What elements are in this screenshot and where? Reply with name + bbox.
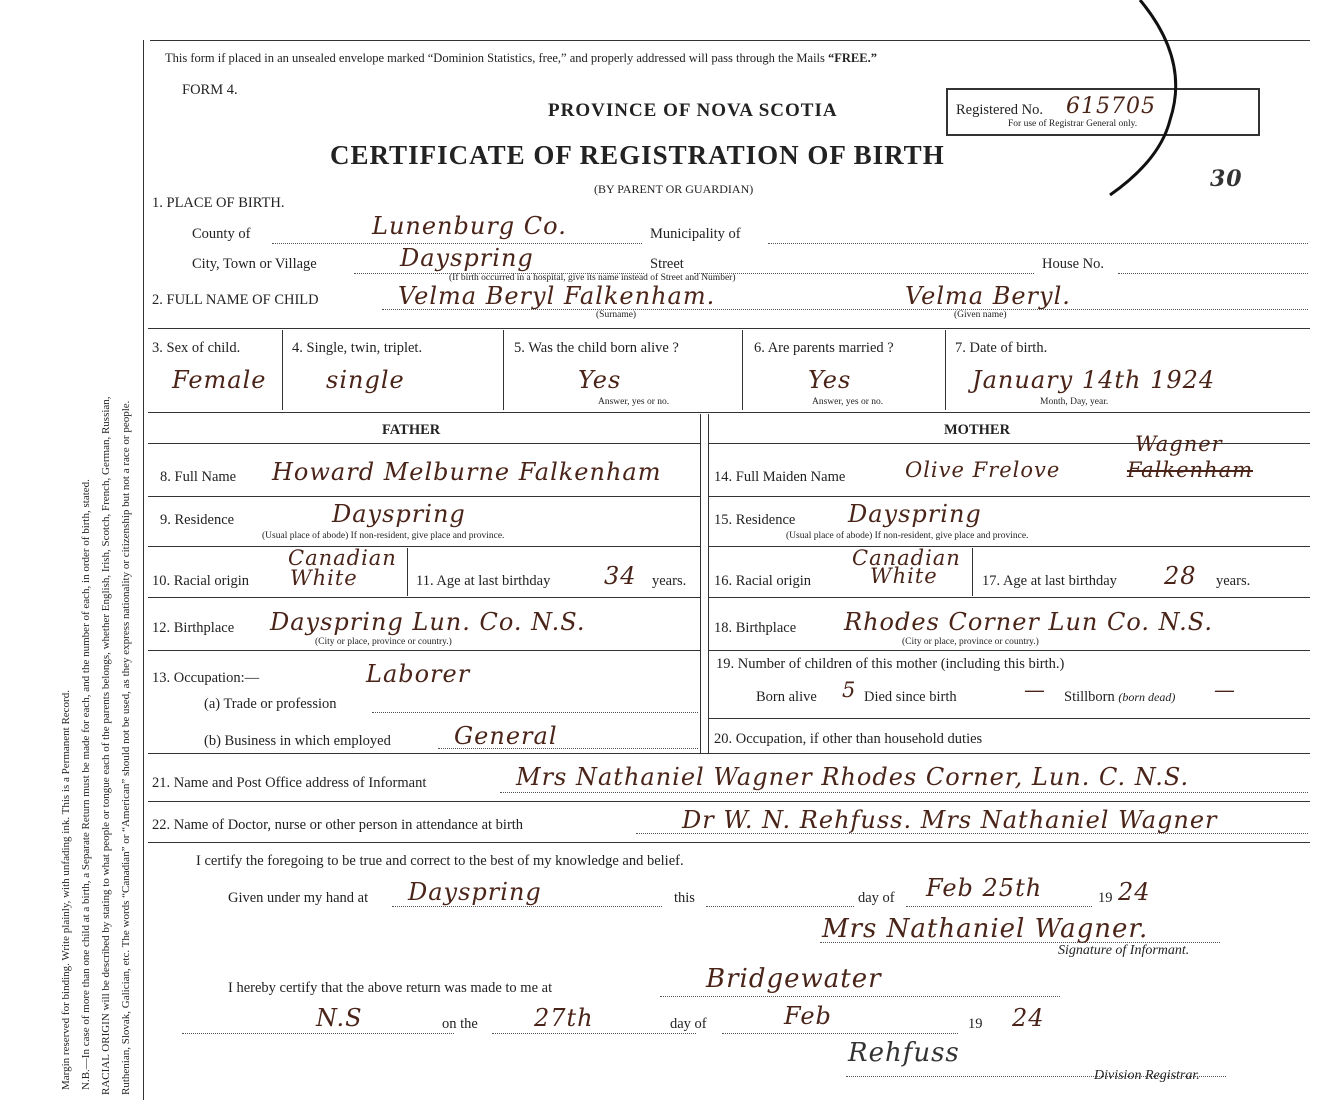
stillborn-label-text: Stillborn bbox=[1064, 689, 1115, 705]
informant-label: 21. Name and Post Office address of Informant bbox=[152, 775, 427, 791]
plurality-label: 4. Single, twin, triplet. bbox=[292, 340, 423, 356]
given-label: Given under my hand at bbox=[228, 890, 369, 906]
plurality-value: single bbox=[326, 366, 405, 394]
mother-birthplace-value: Rhodes Corner Lun Co. N.S. bbox=[844, 608, 1213, 636]
informant-value: Mrs Nathaniel Wagner Rhodes Corner, Lun. C. N.S. bbox=[516, 763, 1190, 791]
province-heading: PROVINCE OF NOVA SCOTIA bbox=[548, 100, 838, 121]
father-age-unit: years. bbox=[652, 573, 687, 589]
city-label: City, Town or Village bbox=[192, 256, 317, 272]
doctor-value: Dr W. N. Rehfuss. Mrs Nathaniel Wagner bbox=[682, 806, 1218, 834]
registrar-day-label: day of bbox=[670, 1016, 707, 1032]
dob-label: 7. Date of birth. bbox=[955, 340, 1048, 356]
mother-occupation-label: 20. Occupation, if other than household duties bbox=[714, 731, 983, 747]
mother-heading: MOTHER bbox=[944, 422, 1011, 438]
father-age-label: 11. Age at last birthday bbox=[416, 573, 551, 589]
born-alive-value: 5 bbox=[842, 678, 857, 702]
mother-age-unit: years. bbox=[1216, 573, 1251, 589]
registrar-province-value: N.S bbox=[316, 1004, 363, 1032]
business-value: General bbox=[454, 722, 558, 750]
divider bbox=[282, 330, 283, 410]
place-of-birth-label: 1. PLACE OF BIRTH. bbox=[152, 195, 285, 211]
city-value: Dayspring bbox=[400, 244, 534, 272]
divider bbox=[148, 597, 700, 598]
form-number: FORM 4. bbox=[182, 82, 238, 98]
registrar-year-value: 24 bbox=[1012, 1004, 1045, 1032]
born-alive-label: Born alive bbox=[756, 689, 817, 705]
mother-name-label: 14. Full Maiden Name bbox=[714, 469, 846, 485]
father-birthplace-label: 12. Birthplace bbox=[152, 620, 235, 636]
died-label: Died since birth bbox=[864, 689, 957, 705]
father-birthplace-note: (City or place, province or country.) bbox=[315, 637, 452, 647]
doctor-label: 22. Name of Doctor, nurse or other person in attendance at birth bbox=[152, 817, 524, 833]
registrar-place-line bbox=[660, 996, 1060, 997]
mother-name-struck: Falkenham bbox=[1127, 458, 1254, 482]
registered-label: Registered No. bbox=[956, 102, 1043, 118]
mother-res-note: (Usual place of abode) If non-resident, give place and province. bbox=[786, 531, 1029, 541]
divider bbox=[708, 414, 709, 754]
mother-race-above: Canadian bbox=[852, 546, 961, 570]
divider bbox=[148, 443, 700, 444]
divider bbox=[148, 650, 700, 651]
municipality-label: Municipality of bbox=[650, 226, 741, 242]
page-subtitle: (BY PARENT OR GUARDIAN) bbox=[594, 182, 754, 196]
married-value: Yes bbox=[808, 366, 852, 394]
certify-statement: I certify the foregoing to be true and correct to the best of my knowledge and belief. bbox=[196, 853, 684, 869]
child-given-value: Velma Beryl. bbox=[905, 282, 1071, 310]
divider bbox=[148, 842, 1310, 843]
registered-number: 615705 bbox=[1066, 94, 1156, 119]
registrar-month-value: Feb bbox=[784, 1002, 832, 1030]
given-day-label: day of bbox=[858, 890, 895, 906]
registrar-month-line bbox=[722, 1033, 958, 1034]
divider bbox=[708, 718, 1310, 719]
father-name-label: 8. Full Name bbox=[160, 469, 237, 485]
father-age-value: 34 bbox=[604, 562, 637, 590]
child-name-label: 2. FULL NAME OF CHILD bbox=[152, 292, 319, 308]
divider bbox=[148, 753, 1310, 754]
registrar-province-line bbox=[182, 1033, 454, 1034]
margin-note-binding: Margin reserved for binding. Write plainly, with unfading ink. This is a Permanent Record. bbox=[60, 690, 72, 1090]
registrar-year-prefix: 19 bbox=[968, 1016, 983, 1032]
house-line bbox=[1118, 273, 1308, 274]
registrar-note: For use of Registrar General only. bbox=[1008, 119, 1138, 129]
father-race-above: Canadian bbox=[288, 546, 397, 570]
registrar-on-label: on the bbox=[442, 1016, 478, 1032]
father-res-label: 9. Residence bbox=[160, 512, 235, 528]
father-heading: FATHER bbox=[382, 422, 441, 438]
this-line bbox=[706, 906, 854, 907]
street-line bbox=[694, 273, 1034, 274]
this-label: this bbox=[674, 890, 695, 906]
died-value: — bbox=[1024, 678, 1046, 702]
divider bbox=[407, 548, 408, 596]
informant-line bbox=[500, 792, 1308, 793]
alive-note: Answer, yes or no. bbox=[598, 397, 670, 407]
hospital-note: (If birth occurred in a hospital, give its name instead of Street and Number) bbox=[449, 273, 736, 283]
trade-line bbox=[372, 712, 698, 713]
child-surname-value: Velma Beryl Falkenham. bbox=[398, 282, 716, 310]
father-race-value: White bbox=[290, 566, 358, 590]
dob-value: January 14th 1924 bbox=[972, 366, 1216, 394]
divider bbox=[708, 546, 1310, 547]
divider bbox=[708, 650, 1310, 651]
surname-note: (Surname) bbox=[596, 310, 637, 320]
divider bbox=[148, 496, 700, 497]
divider bbox=[972, 548, 973, 596]
given-place-value: Dayspring bbox=[408, 878, 542, 906]
mother-birthplace-note: (City or place, province or country.) bbox=[902, 637, 1039, 647]
sex-value: Female bbox=[172, 366, 267, 394]
house-label: House No. bbox=[1042, 256, 1105, 272]
stillborn-note: (born dead) bbox=[1118, 690, 1176, 704]
mother-age-value: 28 bbox=[1164, 562, 1197, 590]
father-occupation-value: Laborer bbox=[366, 660, 471, 688]
father-birthplace-value: Dayspring Lun. Co. N.S. bbox=[270, 608, 586, 636]
registrar-signature: Rehfuss bbox=[848, 1038, 960, 1068]
county-value: Lunenburg Co. bbox=[372, 212, 567, 240]
divider bbox=[708, 496, 1310, 497]
alive-label: 5. Was the child born alive ? bbox=[514, 340, 679, 356]
given-date-line bbox=[906, 906, 1092, 907]
children-count-label: 19. Number of children of this mother (including this birth.) bbox=[716, 656, 1065, 672]
mother-res-value: Dayspring bbox=[848, 500, 982, 528]
page-title: CERTIFICATE OF REGISTRATION OF BIRTH bbox=[330, 140, 945, 170]
divider bbox=[148, 328, 1310, 329]
divider bbox=[945, 330, 946, 410]
street-label: Street bbox=[650, 256, 684, 272]
given-note: (Given name) bbox=[954, 310, 1007, 320]
form-left-border bbox=[143, 40, 144, 1100]
stillborn-label bbox=[1064, 689, 1175, 706]
margin-note-racial-origin-2: Ruthenian, Slovak, Galician, etc. The words “Canadian” or “American” should not be used, as they express nationality or citizenship but not a race or people. bbox=[120, 400, 132, 1095]
divider bbox=[148, 801, 1310, 802]
mother-birthplace-label: 18. Birthplace bbox=[714, 620, 797, 636]
mother-age-label: 17. Age at last birthday bbox=[982, 573, 1117, 589]
father-name-value: Howard Melburne Falkenham bbox=[272, 458, 662, 486]
mother-race-label: 16. Racial origin bbox=[714, 573, 812, 589]
registrar-signature-label: Division Registrar. bbox=[1094, 1068, 1200, 1083]
mother-race-value: White bbox=[870, 564, 938, 588]
married-label: 6. Are parents married ? bbox=[754, 340, 894, 356]
informant-signature: Mrs Nathaniel Wagner. bbox=[822, 914, 1149, 944]
margin-note-multiple-births: N.B.—In case of more than one child at a birth, a Separate Return must be made for each, and the number of each, in order of birth, stated. bbox=[80, 479, 92, 1090]
mother-res-label: 15. Residence bbox=[714, 512, 796, 528]
divider bbox=[700, 414, 701, 754]
divider bbox=[148, 412, 1310, 413]
mother-name-above: Wagner bbox=[1135, 432, 1223, 456]
margin-note-racial-origin-1: RACIAL ORIGIN will be described by stating to what people or tongue each of the parents belongs, whether English, Irish, Scotch, French, German, Russian, bbox=[100, 396, 112, 1095]
registrar-day-value: 27th bbox=[534, 1004, 594, 1032]
mother-name-value: Olive Frelove bbox=[905, 458, 1061, 482]
divider bbox=[708, 597, 1310, 598]
given-year-prefix: 19 bbox=[1098, 890, 1113, 906]
registry-stamp: 30 bbox=[1210, 166, 1243, 192]
check-mark-stroke bbox=[1080, 0, 1280, 200]
divider bbox=[148, 546, 700, 547]
father-res-value: Dayspring bbox=[332, 500, 466, 528]
dob-note: Month, Day, year. bbox=[1040, 397, 1109, 407]
registrar-place-value: Bridgewater bbox=[706, 964, 882, 994]
given-year-value: 24 bbox=[1118, 878, 1151, 906]
given-date-value: Feb 25th bbox=[926, 874, 1043, 902]
county-label: County of bbox=[192, 226, 251, 242]
mailing-notice: This form if placed in an unsealed envelope marked “Dominion Statistics, free,” and properly addressed will pass through the Mails “FREE.” bbox=[165, 51, 877, 65]
registrar-statement: I hereby certify that the above return was made to me at bbox=[228, 980, 553, 996]
father-occupation-label: 13. Occupation:— bbox=[152, 670, 260, 686]
sex-label: 3. Sex of child. bbox=[152, 340, 241, 356]
stillborn-value: — bbox=[1214, 678, 1236, 702]
business-label: (b) Business in which employed bbox=[204, 733, 391, 749]
divider bbox=[503, 330, 504, 410]
registrar-day-line bbox=[492, 1033, 696, 1034]
signature-label: Signature of Informant. bbox=[1058, 943, 1190, 958]
married-note: Answer, yes or no. bbox=[812, 397, 884, 407]
municipality-line bbox=[768, 243, 1308, 244]
given-place-line bbox=[392, 906, 662, 907]
father-race-label: 10. Racial origin bbox=[152, 573, 250, 589]
divider bbox=[742, 330, 743, 410]
alive-value: Yes bbox=[578, 366, 622, 394]
trade-label: (a) Trade or profession bbox=[204, 696, 337, 712]
father-res-note: (Usual place of abode) If non-resident, give place and province. bbox=[262, 531, 505, 541]
